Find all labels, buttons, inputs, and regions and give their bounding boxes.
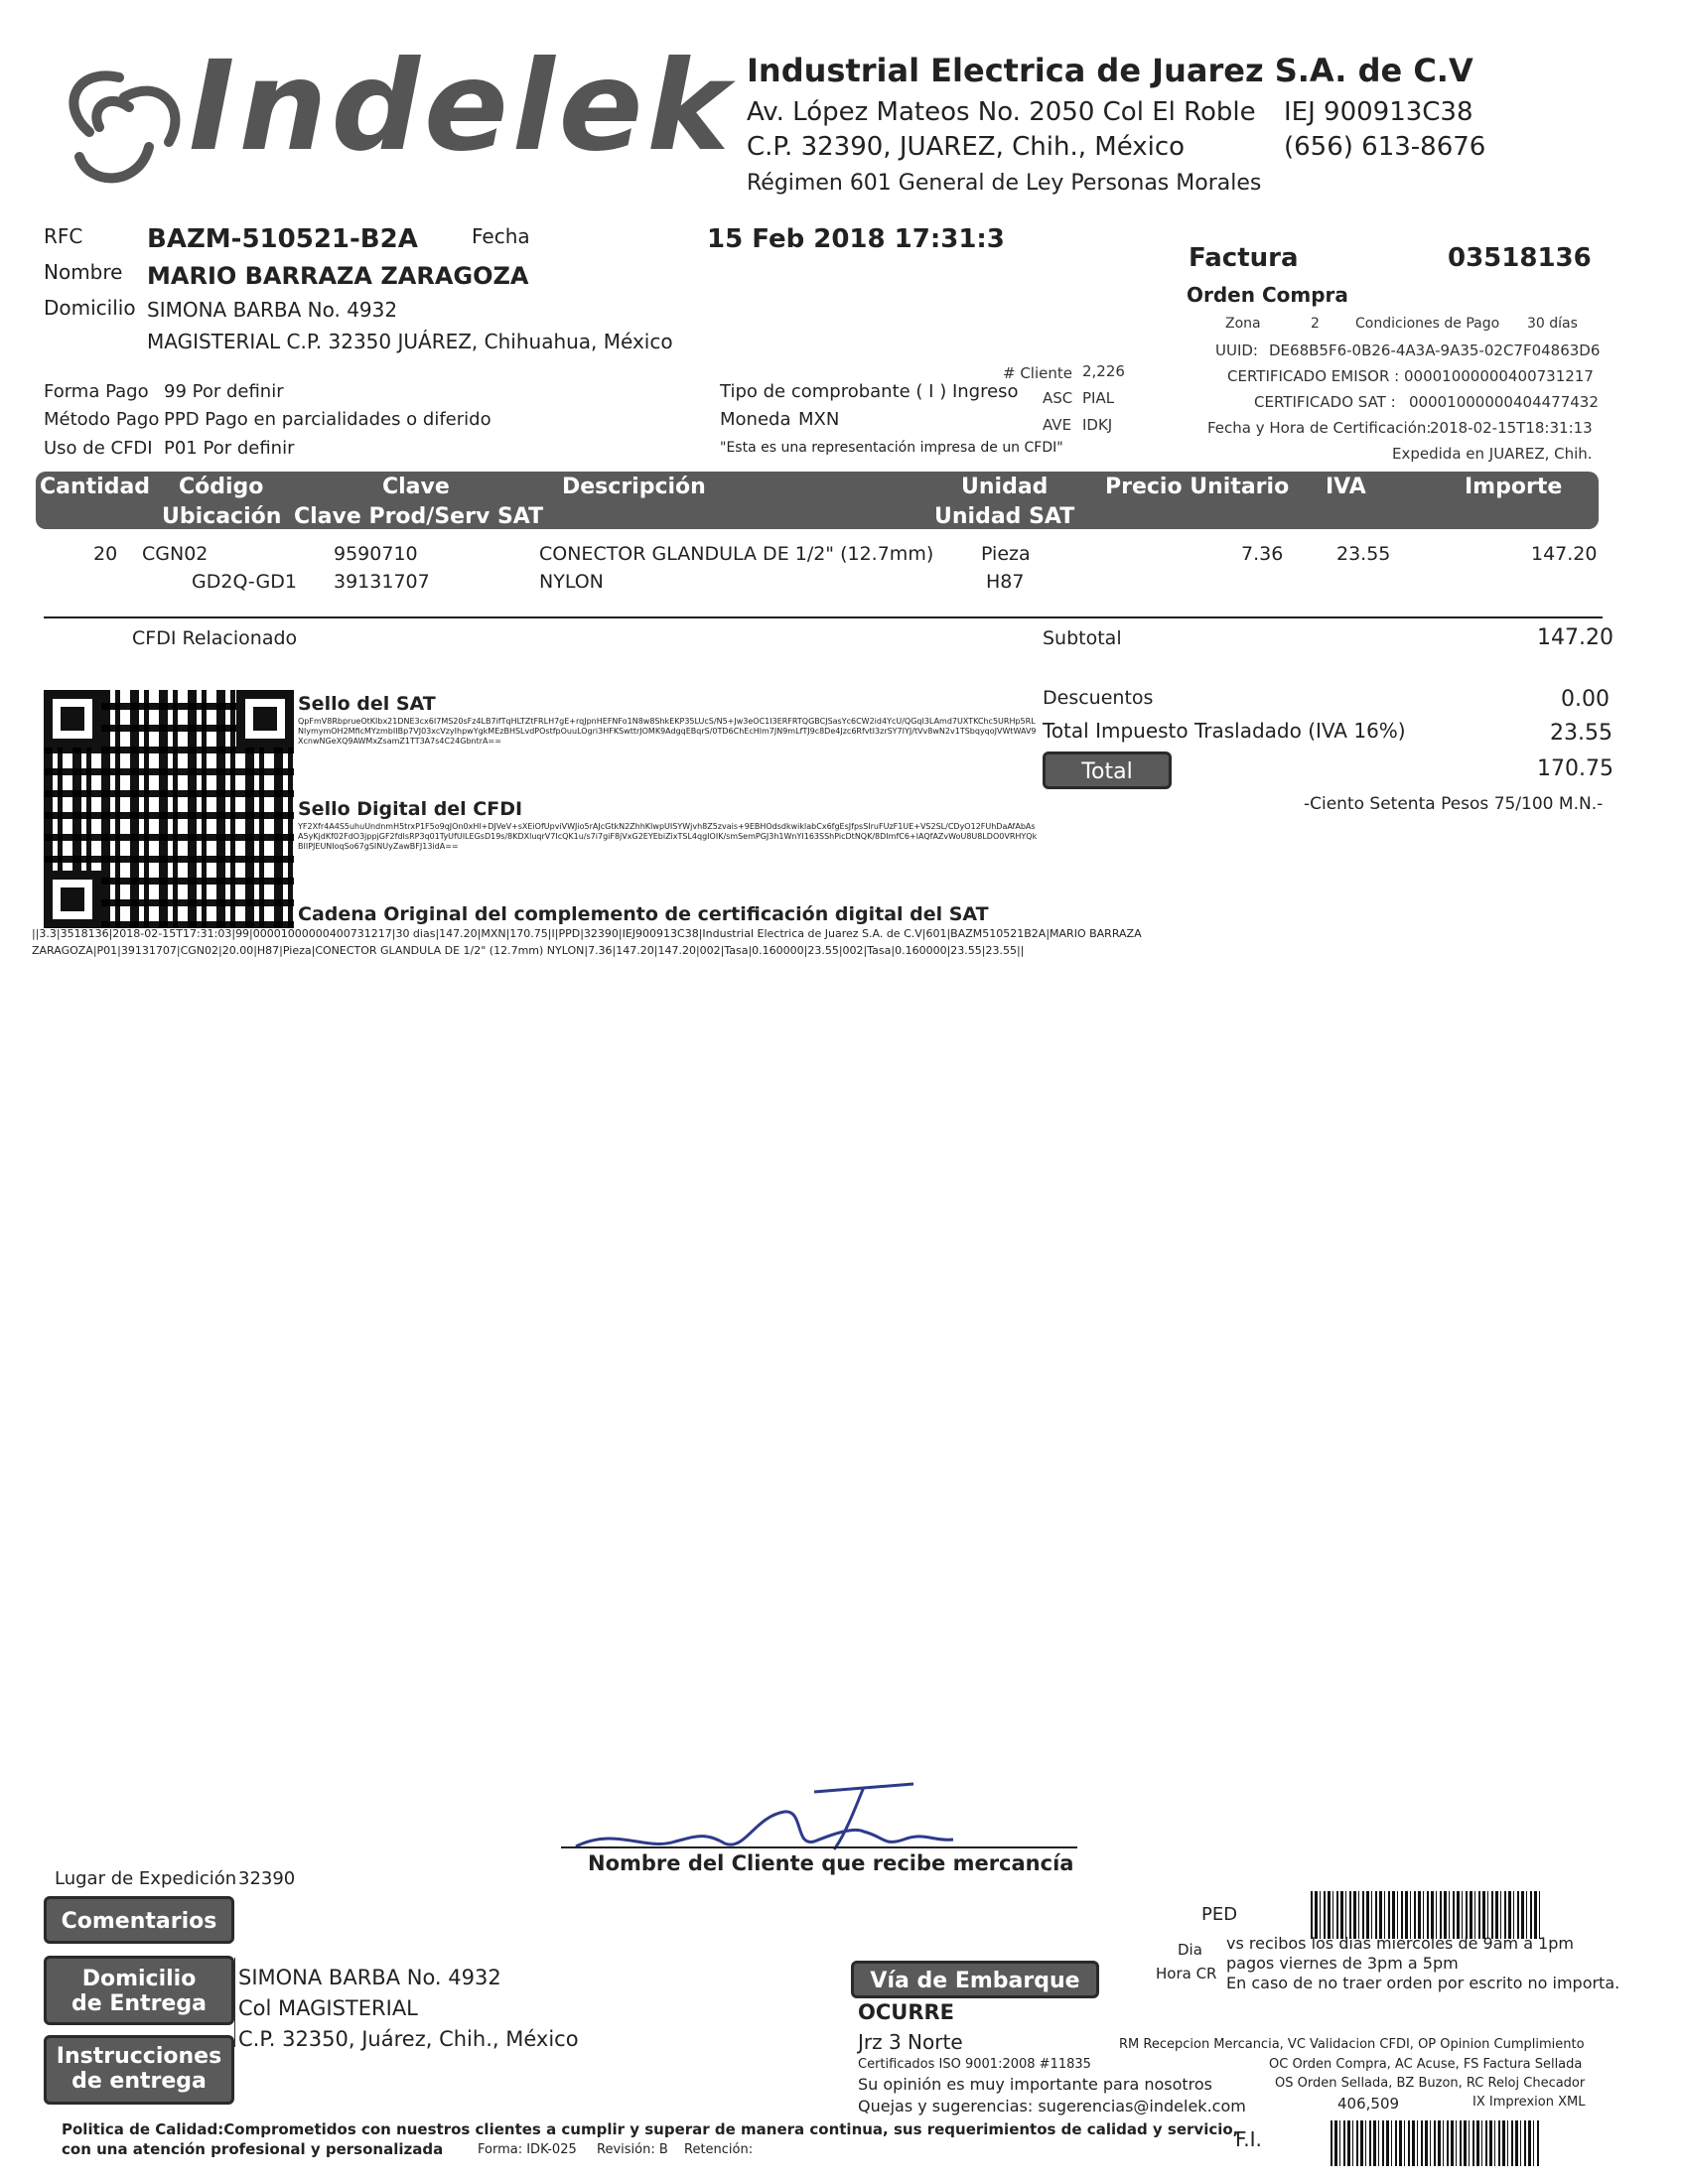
forma-code: Forma: IDK-025 bbox=[478, 2142, 577, 2157]
header-clave: Clave bbox=[382, 475, 450, 499]
row-descripcion-1: CONECTOR GLANDULA DE 1/2" (12.7mm) bbox=[539, 543, 934, 565]
codes-4: IX Imprexion XML bbox=[1472, 2095, 1586, 2110]
zona-label: Zona bbox=[1225, 316, 1261, 332]
entrega-line-1: SIMONA BARBA No. 4932 bbox=[238, 1966, 501, 1989]
row-unidad: Pieza bbox=[981, 543, 1031, 565]
row-unidad-sat: H87 bbox=[986, 571, 1025, 593]
total-letra: -Ciento Setenta Pesos 75/100 M.N.- bbox=[1304, 794, 1604, 814]
entrega-line-2: Col MAGISTERIAL bbox=[238, 1996, 418, 2020]
asc-label: ASC bbox=[1043, 389, 1073, 407]
jrz-norte: Jrz 3 Norte bbox=[858, 2030, 963, 2054]
company-address-1: Av. López Mateos No. 2050 Col El Roble bbox=[747, 97, 1256, 127]
nombre-label: Nombre bbox=[44, 260, 123, 284]
client-domicilio-1: SIMONA BARBA No. 4932 bbox=[147, 298, 398, 322]
moneda-label: Moneda bbox=[720, 409, 791, 430]
dia-label: Dia bbox=[1178, 1941, 1202, 1959]
row-precio: 7.36 bbox=[1241, 543, 1284, 565]
recibos-2: pagos viernes de 3pm a 5pm bbox=[1226, 1954, 1459, 1973]
company-phone: (656) 613-8676 bbox=[1284, 132, 1486, 162]
retencion-code: Retención: bbox=[684, 2142, 754, 2157]
metodo-pago-label: Método Pago bbox=[44, 409, 160, 430]
revision-code: Revisión: B bbox=[597, 2142, 668, 2157]
header-unidad: Unidad bbox=[961, 475, 1049, 499]
header-clave-sat: Clave Prod/Serv SAT bbox=[294, 504, 544, 529]
codes-4-num: 406,509 bbox=[1337, 2095, 1400, 2113]
row-descripcion-2: NYLON bbox=[539, 571, 604, 593]
row-cantidad: 20 bbox=[93, 543, 118, 565]
moneda-value: MXN bbox=[798, 409, 840, 430]
fi-label: F.I. bbox=[1235, 2127, 1262, 2151]
uuid-label: UUID: bbox=[1215, 341, 1258, 359]
recibos-1: vs recibos los dias miercoles de 9am a 1pm bbox=[1226, 1934, 1575, 1953]
metodo-pago-value: PPD Pago en parcialidades o diferido bbox=[164, 409, 491, 430]
client-rfc: BAZM-510521-B2A bbox=[147, 224, 418, 254]
row-ubicacion: GD2Q-GD1 bbox=[192, 571, 297, 593]
codes-2: OC Orden Compra, AC Acuse, FS Factura Sellada bbox=[1269, 2057, 1583, 2072]
orden-compra-label: Orden Compra bbox=[1187, 283, 1348, 307]
cadena-line-2: ZARAGOZA|P01|39131707|CGN02|20.00|H87|Pieza|CONECTOR GLANDULA DE 1/2" (12.7mm) NYLON|7.36|147.20|147.20|002|Tasa|0.160000|23.55|002|Tasa|0.160000|23.55|23.55|| bbox=[32, 944, 1025, 957]
recibos-3: En caso de no traer orden por escrito no importa. bbox=[1226, 1974, 1620, 1992]
cert-sat-label: CERTIFICADO SAT : bbox=[1254, 393, 1396, 411]
row-clave-sat: 39131707 bbox=[334, 571, 430, 593]
uso-cfdi-label: Uso de CFDI bbox=[44, 438, 153, 459]
lugar-expedicion-value: 32390 bbox=[238, 1868, 296, 1889]
factura-label: Factura bbox=[1189, 243, 1299, 273]
impuesto-value: 23.55 bbox=[1550, 721, 1612, 746]
row-importe: 147.20 bbox=[1531, 543, 1598, 565]
header-iva: IVA bbox=[1326, 475, 1366, 499]
zona-value: 2 bbox=[1311, 316, 1320, 332]
qr-finder-tr bbox=[236, 690, 294, 748]
asc-value: PIAL bbox=[1082, 389, 1115, 407]
domicilio-entrega-label: Domicilio de Entrega bbox=[44, 1956, 234, 2025]
header-unidad-sat: Unidad SAT bbox=[934, 504, 1075, 529]
politica-line-1: Politica de Calidad:Comprometidos con nuestros clientes a cumplir y superar de manera continua, sus requerimientos de calidad y servicio, bbox=[62, 2120, 1239, 2138]
codes-3: OS Orden Sellada, BZ Buzon, RC Reloj Checador bbox=[1275, 2076, 1586, 2091]
quejas: Quejas y sugerencias: sugerencias@indelek.com bbox=[858, 2097, 1246, 2116]
fecha-value: 15 Feb 2018 17:31:3 bbox=[707, 224, 1005, 254]
cfdi-note: "Esta es una representación impresa de un CFDI" bbox=[720, 440, 1063, 456]
forma-pago-label: Forma Pago bbox=[44, 381, 149, 402]
sello-sat-title: Sello del SAT bbox=[298, 693, 436, 715]
cadena-line-1: ||3.3|3518136|2018-02-15T17:31:03|99|00001000000400731217|30 dias|147.20|MXN|170.75|I|PPD|32390|IEJ900913C38|Industrial Electrica de Juarez S.A. de C.V|601|BAZM510521B2A|MARIO BARRAZA bbox=[32, 927, 1142, 940]
signature-line bbox=[561, 1846, 1077, 1848]
factura-number: 03518136 bbox=[1448, 243, 1592, 273]
descuentos-label: Descuentos bbox=[1043, 687, 1154, 709]
tipo-comprobante: Tipo de comprobante ( I ) Ingreso bbox=[720, 381, 1019, 402]
sello-cfdi-title: Sello Digital del CFDI bbox=[298, 798, 523, 820]
expedida: Expedida en JUAREZ, Chih. bbox=[1392, 445, 1593, 463]
sello-sat-text: QpFmV8RbprueOtKIbx21DNE3cx6I7MS20sFz4LB7ifTqHLTZtFRLH7gE+rqJpnHEFNFo1N8w8ShkEKP35LUcS/N5+Jw3eOC1I3ERFRTQGBCJSasYc6CW2id4YcU/QGqI3LAmd7UXTKChc5URHp5RLNlymymOH2MficMYzmbIIBp7VJ03xcVzyIhpwYgkMEzBHSLvdPOstfpOuuLOgri3HFKSwttrJOMK9AdgqEBqrS/0TD6ChEcHlm7JN9mLfTJ9c8De4Jzc6RfvtI3zrSY7IYJ/tVv8wN2v1TSbqyqoJVWtWAV9XcnwNGeXQ9AWMxZsamZ1TT3A7s4C24GbntrA== bbox=[298, 717, 1037, 746]
cert-emisor-value: 00001000000400731217 bbox=[1404, 367, 1594, 385]
codes-1: RM Recepcion Mercancia, VC Validacion CFDI, OP Opinion Cumplimiento bbox=[1119, 2037, 1585, 2052]
cliente-num-value: 2,226 bbox=[1082, 362, 1125, 380]
sello-cfdi-text: YF2Xfr4A4S5uhuUndnmH5trxP1F5o9qJOn0xHl+DJVeV+sXEiOfUpviVWJio5rAJcGtkN2ZhhKIwpUISYWjvh8Z5zvais+9EBHOdsdkwiklabCx6fgEsJfpsSIruFUzF1UE+VS2SL/CDyO12FUhDaAfAbAsA5yKjdKf02FdO3jppjGF2fdIsRP3q01TyUfUILEGsD19s/8KDXluqrV7IcQK1u/s7i7giF8jVxG2EYEbiZixTSL4qgIOIK/smSemPGJ3h1WnYI163SShPicDtNQK/8DImfC6+IAQfAZvWoU8U8LDO0VRHYQkBIIPJEUNIoqSo67gSINUyZawBFJ13idA== bbox=[298, 822, 1038, 851]
impuesto-label: Total Impuesto Trasladado (IVA 16%) bbox=[1043, 719, 1406, 743]
subtotal-value: 147.20 bbox=[1537, 625, 1613, 650]
header-cantidad: Cantidad bbox=[40, 475, 151, 499]
entrega-line-3: C.P. 32350, Juárez, Chih., México bbox=[238, 2027, 579, 2051]
barcode-bottom bbox=[1331, 2120, 1541, 2166]
client-domicilio-2: MAGISTERIAL C.P. 32350 JUÁREZ, Chihuahua, México bbox=[147, 330, 673, 353]
total-label: Total bbox=[1043, 751, 1172, 789]
condiciones-value: 30 días bbox=[1527, 316, 1578, 332]
cert-sat-value: 00001000000404477432 bbox=[1409, 393, 1599, 411]
row-clave: 9590710 bbox=[334, 543, 418, 565]
nombre-cliente-recibe: Nombre del Cliente que recibe mercancía bbox=[588, 1851, 1074, 1875]
cadena-title: Cadena Original del complemento de certificación digital del SAT bbox=[298, 903, 989, 925]
fecha-cert-value: 2018-02-15T18:31:13 bbox=[1430, 419, 1593, 437]
company-name: Industrial Electrica de Juarez S.A. de C.V bbox=[747, 52, 1473, 89]
ped-label: PED bbox=[1201, 1904, 1238, 1925]
fecha-cert-label: Fecha y Hora de Certificación: bbox=[1207, 419, 1432, 437]
ocurre: OCURRE bbox=[858, 2000, 955, 2024]
company-address-2: C.P. 32390, JUAREZ, Chih., México bbox=[747, 132, 1186, 162]
qr-finder-bl bbox=[44, 871, 101, 928]
row-codigo: CGN02 bbox=[142, 543, 209, 565]
cliente-num-label: # Cliente bbox=[1003, 364, 1072, 382]
forma-pago-value: 99 Por definir bbox=[164, 381, 284, 402]
qr-finder-tl bbox=[44, 690, 101, 748]
fecha-label: Fecha bbox=[472, 224, 530, 248]
uuid-value: DE68B5F6-0B26-4A3A-9A35-02C7F04863D6 bbox=[1269, 341, 1601, 359]
lugar-expedicion-label: Lugar de Expedición bbox=[55, 1868, 237, 1889]
qr-code bbox=[44, 690, 294, 928]
header-codigo: Código bbox=[179, 475, 264, 499]
header-importe: Importe bbox=[1465, 475, 1563, 499]
via-embarque-label: Vía de Embarque bbox=[851, 1961, 1099, 1998]
company-rfc: IEJ 900913C38 bbox=[1284, 97, 1473, 127]
barcode-top bbox=[1311, 1891, 1541, 1939]
company-logo-text: Indelek bbox=[189, 35, 734, 179]
cert-emisor-label: CERTIFICADO EMISOR : bbox=[1227, 367, 1400, 385]
uso-cfdi-value: P01 Por definir bbox=[164, 438, 295, 459]
ave-label: AVE bbox=[1043, 416, 1072, 434]
politica-line-2: con una atención profesional y personalizada bbox=[62, 2140, 444, 2158]
header-ubicacion: Ubicación bbox=[162, 504, 282, 529]
row-iva: 23.55 bbox=[1336, 543, 1391, 565]
client-nombre: MARIO BARRAZA ZARAGOZA bbox=[147, 262, 529, 290]
total-value: 170.75 bbox=[1537, 756, 1613, 781]
condiciones-label: Condiciones de Pago bbox=[1355, 316, 1500, 332]
comentarios-label: Comentarios bbox=[44, 1896, 234, 1944]
entrega-vline bbox=[234, 1958, 235, 2047]
table-divider bbox=[44, 616, 1603, 618]
header-descripcion: Descripción bbox=[562, 475, 706, 499]
rfc-label: RFC bbox=[44, 224, 83, 248]
certificados: Certificados ISO 9001:2008 #11835 bbox=[858, 2057, 1091, 2072]
company-regimen: Régimen 601 General de Ley Personas Morales bbox=[747, 171, 1262, 196]
hora-cr-label: Hora CR bbox=[1156, 1965, 1217, 1982]
subtotal-label: Subtotal bbox=[1043, 627, 1122, 649]
descuentos-value: 0.00 bbox=[1561, 687, 1610, 712]
domicilio-label: Domicilio bbox=[44, 296, 136, 320]
cfdi-relacionado: CFDI Relacionado bbox=[132, 627, 298, 649]
opinion: Su opinión es muy importante para nosotros bbox=[858, 2075, 1213, 2094]
header-precio: Precio Unitario bbox=[1105, 475, 1290, 499]
instrucciones-label: Instrucciones de entrega bbox=[44, 2035, 234, 2105]
ave-value: IDKJ bbox=[1082, 416, 1113, 434]
